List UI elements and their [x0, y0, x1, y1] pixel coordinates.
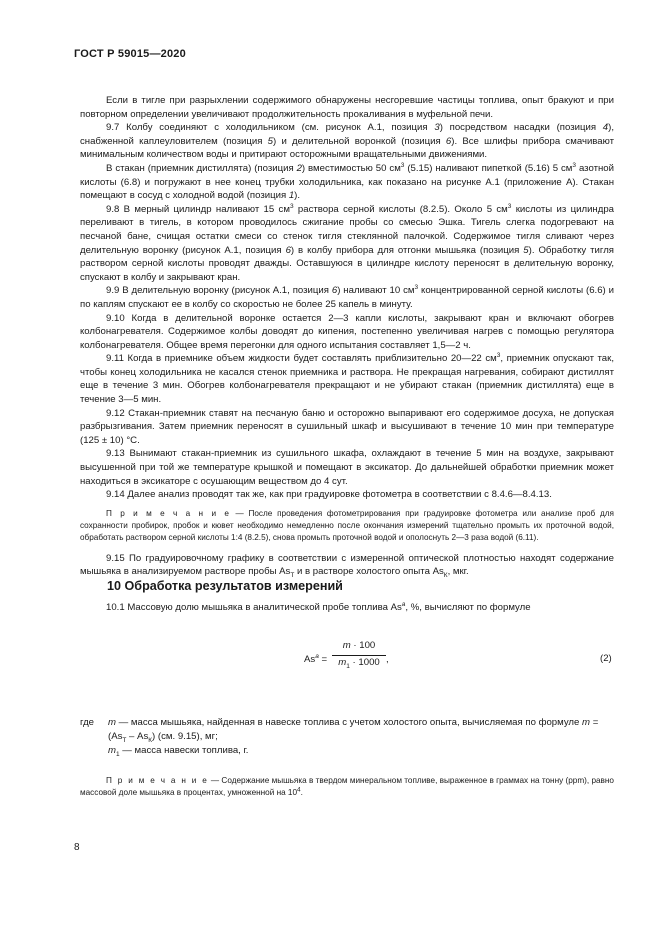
body-text	[80, 94, 614, 579]
section-10-title: 10 Обработка результатов измерений	[107, 579, 343, 593]
paragraph-9-8: 9.8 В мерный цилиндр наливают 15 $см^3$ раствора серной кислоты (8.2.5). Около 5 $см^3$ кислоты из цилиндра переливают в тигель, в котором проводилось сжигание пробы со смесью Эшка. Тигель слегка подогревают на песчаной бане, счищая остатки смеси со стенок тигля стеклянной палочкой. Содержимое тигля сливают через делительную воронку (рисунок А.1, позиция 6) в колбу прибора для отгонки мышьяка (позиция 5). Обработку тигля раствором серной кислоты проводят дважды. Оставшуюся в цилиндре кислоту переносят в делительную воронку, спускают в колбу и закрывают кран.	[80, 202, 614, 283]
paragraph-9-7: 9.7 Колбу соединяют с холодильником (см. рисунок А.1, позиция 3) посредством насадки (позиция 4), снабженной каплеуловителем (позиция 5) и делительной воронкой (позиция 6). Все шлифы прибора смачивают минимальным количеством воды и притирают осторожными вращательными движениями.	[80, 122, 615, 161]
paragraph-9-15: 9.15 По градуировочному графику в соответствии с измеренной оптической плотностью находят содержание мышьяка в анализируемом растворе пробы $As_Т$ и в растворе холостого опыта $As_К$, мкг.	[80, 552, 614, 580]
paragraph-9-11: 9.11 Когда в приемнике объем жидкости будет составлять приблизительно 20—22 $см^3$, приемник опускают так, чтобы конец холодильника не касался стенок приемника и раствора. Не прекращая нагревания, собирают дистиллят еще в течение 3 мин. Обогрев колбонагревателя прекращают и не убирают стакан (приемник дистиллята) еще в течение 3—5 мин.	[80, 352, 615, 406]
page-number: 8	[74, 842, 80, 853]
note-1: П р и м е ч а н и е — После проведения фотометрирования при градуировке фотометра или анализе проб для сохранности пробирок, пробок и кювет необходимо немедленно после окончания измерений тщательно промыть их проточной водой, обработать раствором серной кислоты 1:4 (8.2.5), снова промыть проточной водой и ополоснуть 2—3 раза водой (6.11).	[80, 508, 614, 542]
document-page: ГОСТ Р 59015—2020 Если в тигле при разрыхлении содержимого обнаружены несгоревшие частицы топлива, опыт бракуют и при повторном определении увеличивают продолжительность прокаливания в муфельной печи. 9.7 Колбу соединяют с холодильником (см. рисунок А.1, позиция 3) посредством насадки (позиция 4), снабженной каплеуловителем (позиция 5) и делительной воронкой (позиция 6). Все шлифы прибора смачивают минимальным количеством воды и притирают осторожными вращательными движениями. В стакан (приемник дистиллята) (позиция 2) вместимостью 50 $см^3$ (5.15) наливают пипеткой (5.16) 5 $см^3$ азотной кислоты (6.8) и погружают в нее конец трубки холодильника, как показано на рисунке А.1 (приложение А). Стакан помещают в сосуд с холодной водой (позиция 1). 9.8 В мерный цилиндр наливают 15 $см^3$ раствора серной кислоты (8.2.5). Около 5 $см^3$ кислоты из цилиндра переливают в тигель, в котором проводилось сжигание пробы со смесью Эшка. Тигель слегка подогревают на песчаной бане, счищая остатки смеси со стенок тигля стеклянной палочкой. Содержимое тигля сливают через делительную воронку (рисунок А.1, позиция 6) в колбу прибора для отгонки мышьяка (позиция 5). Обработку тигля раствором серной кислоты проводят дважды. Оставшуюся в цилиндре кислоту переносят в делительную воронку, спускают в колбу и закрывают кран. 9.9 В делительную воронку (рисунок А.1, позиция 6) наливают 10 $см^3$ концентрированной серной кислоты (6.6) и по каплям спускают ее в колбу со скоростью не более 25 капель в минуту. 9.10 Когда в делительной воронке остается 2—3 капли кислоты, закрывают кран и включают обогрев колбонагревателя. Содержимое колбы доводят до кипения, постепенно увеличивая нагрев с помощью регулятора колбонагревателя. Общее время перегонки для одного испытания составляет 1,5—2 ч. 9.11 Когда в приемнике объем жидкости будет составлять приблизительно 20—22 $см^3$, приемник опускают так, чтобы конец холодильника не касался стенок приемника и раствора. Не прекращая нагревания, собирают дистиллят еще в течение 3 мин. Обогрев колбонагревателя прекращают и не убирают стакан (приемник дистиллята) еще в течение 3—5 мин. 9.12 Стакан-приемник ставят на песчаную баню и осторожно выпаривают его содержимое досуха, не допуская разбрызгивания. Затем приемник переносят в сушильный шкаф и высушивают в течение 10 мин при температуре (125 ± 10) °C. 9.13 Вынимают стакан-приемник из сушильного шкафа, охлаждают в течение 5 мин на воздухе, закрывают высушенной при той же температуре крышкой и помещают в эксикатор. До дальнейшей обработки приемник может находиться в эксикаторе с осушающим веществом до 4 сут. 9.14 Далее анализ проводят так же, как при градуировке фотометра в соответствии с 8.4.6—8.4.13. П р и м е ч а н и е — После проведения фотометрирования при градуировке фотометра или анализе проб для сохранности пробирок, пробок и кювет необходимо немедленно после окончания измерений тщательно промыть их проточной водой, обработать раствором серной кислоты 1:4 (8.2.5), снова промыть проточной водой и ополоснуть 2—3 раза водой (6.11). 9.15 По градуировочному графику в соответствии с измеренной оптической плотностью находят содержание мышьяка в анализируемом растворе пробы $As_Т$ и в растворе холостого опыта $As_К$, мкг. 10 Обработка результатов измерений 10.1 Массовую долю мышьяка в аналитической пробе топлива As$^a$, %, вычисляют по формуле $As^a$ = m · 100 $m_1 \cdot 1000$ , (2) где m — масса мышьяка, найденная в навеске топлива с учетом холостого опыта, вычисляемая по формуле $m = (As_Т - As_К)$ (см. 9.15), мг; $m_1$ — масса навески топлива, г. П р и м е ч а н и е — Содержание мышьяка в твердом минеральном топливе, выраженное в граммах на тонну (ppm), равно массовой доле мышьяка в процентах, умноженной на $10^4$. 8	[74, 48, 615, 853]
definition-m1: $m_1$ — масса навески топлива, г.	[108, 745, 249, 758]
note-2-label: П р и м е ч а н и е	[106, 776, 209, 785]
paragraph-9-13: 9.13 Вынимают стакан-приемник из сушильного шкафа, охлаждают в течение 5 мин на воздухе, закрывают высушенной при той же температуре крышкой и помещают в эксикатор. До дальнейшей обработки приемник может находиться в эксикаторе с осушающим веществом до 4 сут.	[80, 448, 614, 487]
paragraph-10-1: 10.1 Массовую долю мышьяка в аналитической пробе топлива As$^a$, %, вычисляют по формуле	[106, 600, 531, 613]
paragraph-9-9: 9.9 В делительную воронку (рисунок А.1, позиция 6) наливают 10 $см^3$ концентрированной серной кислоты (6.6) и по каплям спускают ее в колбу со скоростью не более 25 капель в минуту.	[80, 284, 614, 310]
paragraph-9-10: 9.10 Когда в делительной воронке остается 2—3 капли кислоты, закрывают кран и включают обогрев колбонагревателя. Содержимое колбы доводят до кипения, постепенно увеличивая нагрев с помощью регулятора колбонагревателя. Общее время перегонки для одного испытания составляет 1,5—2 ч.	[80, 312, 614, 351]
formula-lhs: $As^a$ =	[304, 652, 328, 665]
fraction-bar	[332, 655, 386, 656]
formula-numerator: m · 100	[342, 640, 376, 651]
note-2: П р и м е ч а н и е — Содержание мышьяка в твердом минеральном топливе, выраженное в граммах на тонну (ppm), равно массовой доле мышьяка в процентах, умноженной на $10^4$.	[80, 776, 614, 797]
paragraph-9-12: 9.12 Стакан-приемник ставят на песчаную баню и осторожно выпаривают его содержимое досуха, не допуская разбрызгивания. Затем приемник переносят в сушильный шкаф и высушивают в течение 10 мин при температуре (125 ± 10) °C.	[80, 407, 614, 446]
document-header: ГОСТ Р 59015—2020	[74, 48, 186, 60]
definition-m: m — масса мышьяка, найденная в навеске топлива с учетом холостого опыта, вычисляемая по формуле $m = (As_Т - As_К)$ (см. 9.15), мг;	[108, 717, 599, 744]
paragraph-intro: Если в тигле при разрыхлении содержимого обнаружены несгоревшие частицы топлива, опыт бракуют и при повторном определении увеличивают продолжительность прокаливания в муфельной печи.	[80, 95, 614, 120]
paragraph-9-14: 9.14 Далее анализ проводят так же, как при градуировке фотометра в соответствии с 8.4.6—8.4.13.	[106, 489, 552, 501]
formula-fraction	[332, 640, 386, 668]
equation-number: (2)	[600, 653, 612, 664]
note-1-label: П р и м е ч а н и е	[106, 508, 231, 518]
where-word: где	[80, 717, 95, 728]
formula-denominator: $m_1 \cdot 1000$	[338, 657, 380, 670]
paragraph-beaker: В стакан (приемник дистиллята) (позиция 2) вместимостью 50 $см^3$ (5.15) наливают пипеткой (5.16) 5 $см^3$ азотной кислоты (6.8) и погружают в нее конец трубки холодильника, как показано на рисунке А.1 (приложение А). Стакан помещают в сосуд с холодной водой (позиция 1).	[80, 161, 614, 202]
